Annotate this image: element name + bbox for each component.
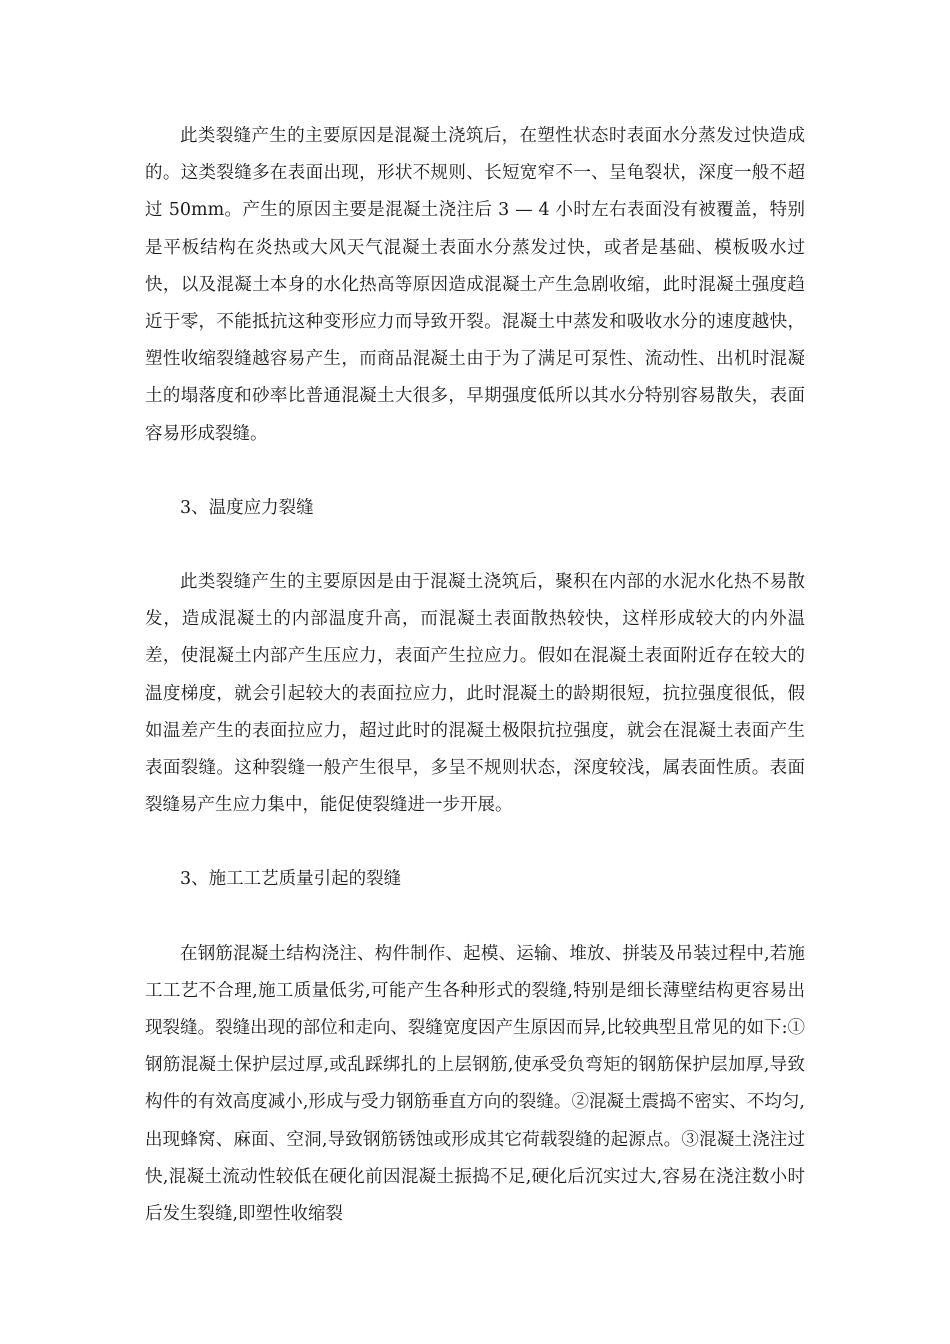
paragraph-temperature-stress: 此类裂缝产生的主要原因是由于混凝土浇筑后，聚积在内部的水泥水化热不易散发，造成混凝土的内部温度升高，而混凝土表面散热较快，这样形成较大的内外温差，使混凝土内部产生压应力，表面产生拉应力。假如在混凝土表面附近存在较大的温度梯度，就会引起较大的表面拉应力，此时混凝土的龄期很短，抗拉强度很低，假如温差产生的表面拉应力，超过此时的混凝土极限抗拉强度，就会在混凝土表面产生表面裂缝。这种裂缝一般产生很早，多呈不规则状态，深度较浅，属表面性质。表面裂缝易产生应力集中，能促使裂缝进一步开展。 <box>145 572 805 816</box>
document-body <box>145 118 805 1233</box>
heading-temperature-stress-cracks: 3、温度应力裂缝 <box>180 497 314 518</box>
heading-construction-quality-cracks: 3、施工工艺质量引起的裂缝 <box>180 869 402 890</box>
paragraph-gap <box>145 453 805 490</box>
paragraph-construction-quality: 在钢筋混凝土结构浇注、构件制作、起模、运输、堆放、拼装及吊装过程中,若施工工艺不合理,施工质量低劣,可能产生各种形式的裂缝,特别是细长薄壁结构更容易出现裂缝。裂缝出现的部位和走向、裂缝宽度因产生原因而异,比较典型且常见的如下:① 钢筋混凝土保护层过厚,或乱踩绑扎的上层钢筋,使承受负弯矩的钢筋保护层加厚,导致构件的有效高度减小,形成与受力钢筋垂直方向的裂缝。②混凝土震捣不密实、不均匀,出现蜂窝、麻面、空洞,导致钢筋锈蚀或形成其它荷载裂缝的起源点。③混凝土浇注过快,混凝土流动性较低在硬化前因混凝土振捣不足,硬化后沉实过大,容易在浇注数小时后发生裂缝,即塑性收缩裂 <box>145 943 805 1225</box>
paragraph-gap <box>145 527 805 564</box>
paragraph-plastic-shrinkage: 此类裂缝产生的主要原因是混凝土浇筑后，在塑性状态时表面水分蒸发过快造成的。这类裂缝多在表面出现，形状不规则、长短宽窄不一、呈龟裂状，深度一般不超过 50mm。产生的原因主要是混凝土浇注后 3 — 4 小时左右表面没有被覆盖，特别是平板结构在炎热或大风天气混凝土表面水分蒸发过快，或者是基础、模板吸水过快，以及混凝土本身的水化热高等原因造成混凝土产生急剧收缩，此时混凝土强度趋近于零，不能抵抗这种变形应力而导致开裂。混凝土中蒸发和吸收水分的速度越快，塑性收缩裂缝越容易产生，而商品混凝土由于为了满足可泵性、流动性、出机时混凝土的塌落度和砂率比普通混凝土大很多，早期强度低所以其水分特别容易散失，表面容易形成裂缝。 <box>145 126 805 444</box>
paragraph-gap <box>145 899 805 936</box>
paragraph-gap <box>145 824 805 861</box>
